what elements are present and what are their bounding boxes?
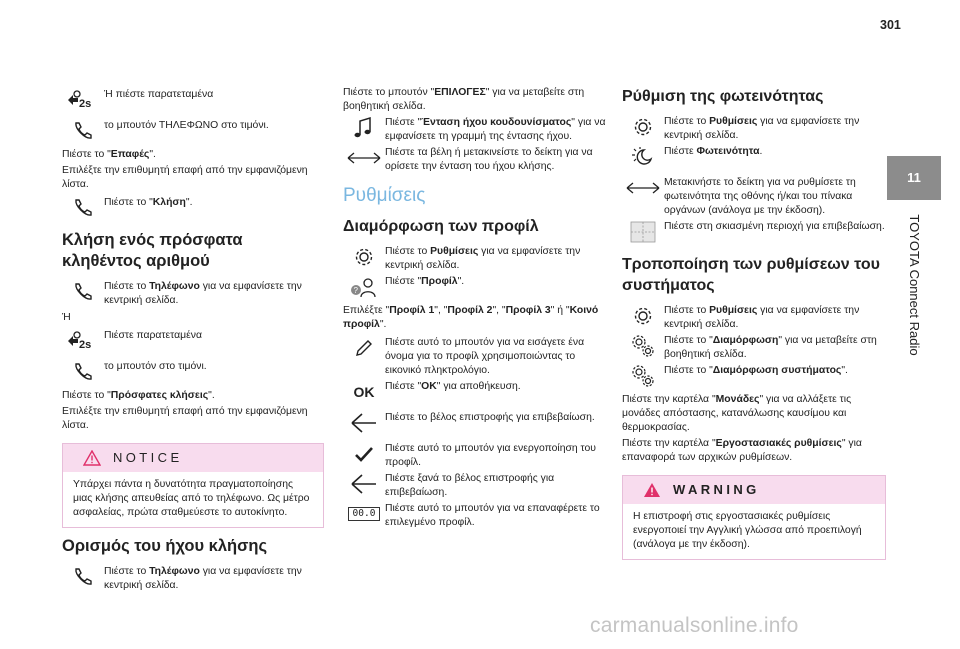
instruction-row — [343, 334, 606, 378]
instruction-text: Πιέστε αυτό το μπουτόν για ενεργοποίηση του προφίλ. — [385, 443, 596, 468]
column-2 — [343, 86, 606, 533]
instruction-row — [622, 332, 886, 362]
instruction-text: Πιέστε παρατεταμένα — [104, 330, 202, 341]
shaded-area-icon — [622, 218, 664, 246]
paragraph: Πιέστε την καρτέλα "Μονάδες" για να αλλάξετε τις μονάδες απόστασης, κατανάλωσης καυσίμου και θερμοκρασίας. — [622, 394, 852, 433]
checkmark-icon — [343, 440, 385, 468]
warning-text: Η επιστροφή στις εργοστασιακές ρυθμίσεις ενεργοποιεί την Αγγλική γλώσσα από προεπιλογή (ανάλογα με την έκδοση). — [633, 511, 862, 550]
instruction-text: Μετακινήστε το δείκτη για να ρυθμίσετε τη φωτεινότητα της οθόνης ή/και του πίνακα οργάνων (ανάλογα με την έκδοση). — [664, 177, 856, 216]
user-profile-icon — [343, 273, 385, 301]
paragraph: Πιέστε το "Επαφές". — [62, 149, 156, 160]
slider-arrows-icon — [343, 144, 385, 172]
instruction-text: Πιέστε το Τηλέφωνο για να εμφανίσετε την κεντρική σελίδα. — [104, 281, 302, 306]
instruction-text: Πιέστε το "Διαμόρφωση" για να μεταβείτε στη βοηθητική σελίδα. — [664, 335, 877, 360]
notice-text: Υπάρχει πάντα η δυνατότητα πραγματοποίησης μιας κλήσης απευθείας από το τηλέφωνο. Ως μέτρο ασφαλείας, πρώτα σταθμεύεστε το αυτοκίνητο. — [73, 479, 310, 518]
instruction-text: Πιέστε Φωτεινότητα. — [664, 146, 763, 157]
instruction-text: το μπουτόν στο τιμόνι. — [104, 361, 207, 372]
instruction-text: Πιέστε το Ρυθμίσεις για να εμφανίσετε την κεντρική σελίδα. — [664, 116, 860, 141]
instruction-text: Πιέστε τα βέλη ή μετακινείστε το δείκτη για να ορίσετε την ένταση του ήχου κλήσης. — [385, 147, 593, 172]
warning-title: WARNING — [673, 482, 760, 497]
notice-header — [63, 444, 323, 472]
warning-header — [623, 476, 885, 504]
watermark: carmanualsonline.info — [590, 614, 799, 637]
instruction-text: Πιέστε το "Διαμόρφωση συστήματος". — [664, 365, 848, 376]
instruction-row — [343, 500, 606, 530]
instruction-row — [343, 243, 606, 273]
instruction-text: Πιέστε το "Κλήση". — [104, 197, 193, 208]
back-arrow-icon — [343, 470, 385, 498]
paragraph: Πιέστε το "Πρόσφατες κλήσεις". — [62, 390, 215, 401]
page-number: 301 — [880, 18, 901, 32]
pencil-icon — [343, 334, 385, 362]
instruction-row — [343, 144, 606, 174]
chapter-tab — [887, 156, 941, 200]
instruction-text: Πιέστε "Προφίλ". — [385, 276, 465, 287]
instruction-text: Πιέστε αυτό το μπουτόν για να εισάγετε ένα όνομα για το προφίλ χρησιμοποιώντας το εικονικό πληκτρολόγιο. — [385, 337, 585, 376]
column-3 — [622, 86, 886, 568]
phone-handset-icon — [62, 117, 104, 145]
press-hold-2s-icon — [62, 327, 104, 355]
instruction-row — [343, 114, 606, 144]
instruction-row — [622, 143, 886, 171]
gear-icon — [622, 113, 664, 141]
instruction-text: Πιέστε "Ένταση ήχου κουδουνίσματος" για να εμφανίσετε τη γραμμή της έντασης ήχου. — [385, 117, 606, 142]
chapter-section-heading: Ρυθμίσεις — [343, 185, 426, 206]
instruction-text: Πιέστε "OK" για αποθήκευση. — [385, 381, 521, 392]
phone-handset-icon — [62, 194, 104, 222]
gear-icon — [622, 302, 664, 330]
paragraph: Επιλέξτε την επιθυμητή επαφή από την εμφανιζόμενη λίστα. — [62, 165, 308, 190]
instruction-text: Πιέστε το βέλος επιστροφής για επιβεβαίωση. — [385, 412, 595, 423]
instruction-row — [62, 117, 324, 145]
instruction-text: Ή πιέστε παρατεταμένα — [104, 89, 214, 100]
instruction-row — [62, 327, 324, 355]
paragraph: Ή — [62, 312, 71, 323]
section-heading: Ρύθμιση της φωτεινότητας — [622, 88, 824, 105]
svg-text:?: ? — [353, 286, 358, 295]
music-note-volume-icon — [343, 114, 385, 142]
instruction-row — [343, 470, 606, 500]
instruction-row — [62, 358, 324, 386]
svg-text:2s: 2s — [79, 339, 92, 351]
instruction-row — [343, 409, 606, 437]
instruction-row — [343, 273, 606, 301]
reset-label: 00.0 — [348, 507, 381, 521]
warning-triangle-icon — [83, 450, 101, 466]
chapter-title: TOYOTA Connect Radio — [907, 214, 922, 356]
warning-box — [622, 475, 886, 560]
chapter-title-wrap — [887, 214, 941, 356]
instruction-row — [62, 563, 324, 593]
instruction-row — [622, 362, 886, 390]
phone-handset-icon — [62, 278, 104, 306]
ok-label: OK — [353, 384, 375, 400]
instruction-row — [622, 218, 886, 246]
section-heading: Ορισμός του ήχου κλήσης — [62, 537, 268, 555]
section-heading: Κλήση ενός πρόσφατα κληθέντος αριθμού — [62, 231, 243, 270]
instruction-row — [62, 194, 324, 222]
chapter-number: 11 — [907, 170, 921, 185]
slider-arrows-icon — [622, 174, 664, 202]
reset-counter-icon — [343, 500, 385, 528]
phone-handset-icon — [62, 563, 104, 591]
paragraph: Επιλέξτε την επιθυμητή επαφή από την εμφανιζόμενη λίστα. — [62, 406, 308, 431]
section-heading: Τροποποίηση των ρυθμίσεων του συστήματος — [622, 256, 880, 294]
configuration-gears-icon — [622, 332, 664, 360]
paragraph: Πιέστε το μπουτόν "ΕΠΙΛΟΓΕΣ" για να μεταβείτε στη βοηθητική σελίδα. — [343, 87, 585, 112]
ok-button-icon — [343, 378, 385, 406]
instruction-row — [622, 174, 886, 218]
column-1 — [62, 86, 324, 596]
paragraph: Επιλέξτε "Προφίλ 1", "Προφίλ 2", "Προφίλ 3" ή "Κοινό προφίλ". — [343, 305, 599, 330]
instruction-row — [622, 113, 886, 143]
instruction-text: Πιέστε το Ρυθμίσεις για να εμφανίσετε την κεντρική σελίδα. — [385, 246, 581, 271]
instruction-row — [343, 378, 606, 406]
instruction-row — [62, 86, 324, 114]
svg-text:2s: 2s — [79, 98, 92, 110]
system-gears-icon — [622, 362, 664, 390]
instruction-text: Πιέστε στη σκιασμένη περιοχή για επιβεβαίωση. — [664, 221, 885, 232]
brightness-moon-icon — [622, 143, 664, 171]
notice-box — [62, 443, 324, 528]
warning-triangle-icon — [643, 482, 661, 498]
instruction-text: Πιέστε ξανά το βέλος επιστροφής για επιβεβαίωση. — [385, 473, 555, 498]
instruction-text: το μπουτόν ΤΗΛΕΦΩΝΟ στο τιμόνι. — [104, 120, 269, 131]
phone-handset-icon — [62, 358, 104, 386]
instruction-row — [343, 440, 606, 470]
instruction-text: Πιέστε το Ρυθμίσεις για να εμφανίσετε την κεντρική σελίδα. — [664, 305, 860, 330]
back-arrow-icon — [343, 409, 385, 437]
press-hold-2s-icon — [62, 86, 104, 114]
notice-title: NOTICE — [113, 450, 183, 465]
instruction-row — [62, 278, 324, 308]
section-heading: Διαμόρφωση των προφίλ — [343, 218, 539, 235]
paragraph: Πιέστε την καρτέλα "Εργοστασιακές ρυθμίσεις" για επαναφορά των αρχικών ρυθμίσεων. — [622, 438, 862, 463]
instruction-row — [622, 302, 886, 332]
instruction-text: Πιέστε αυτό το μπουτόν για να επαναφέρετε το επιλεγμένο προφίλ. — [385, 503, 600, 528]
gear-icon — [343, 243, 385, 271]
instruction-text: Πιέστε το Τηλέφωνο για να εμφανίσετε την κεντρική σελίδα. — [104, 566, 302, 591]
